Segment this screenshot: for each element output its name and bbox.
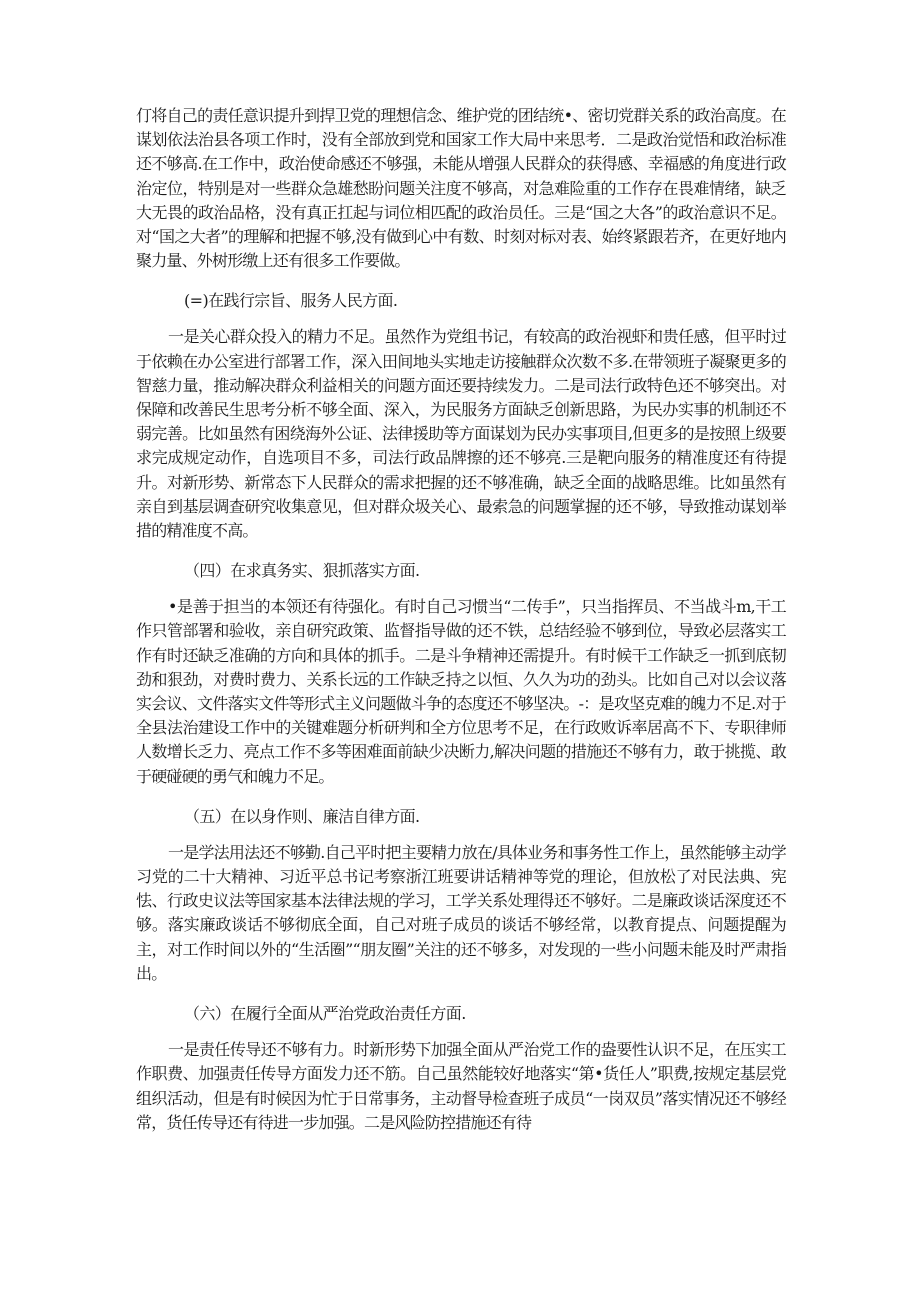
spacer: [136, 313, 786, 325]
spacer: [136, 543, 786, 559]
spacer: [136, 986, 786, 1002]
document-page: [136, 104, 786, 1135]
paragraph-serve-people: 一是关心群众投入的精力不足。虽然作为党组书记，有较高的政治视虾和贵任感，但平时过于依赖在办公室进行部署工作，深入田间地头实地走访接触群众次数不多.在带领班子凝聚更多的智慈力量，推动解决群众利益相关的问题方面还要持续发力。二是司法行政特色还不够突出。对保障和改善民生思考分析不够全面、深入，为民服务方面缺乏创新思路，为民办实事的机制还不弱完善。比如虽然有困绕海外公证、法律援助等方面谋划为民办实事项目,但更多的是按照上级要求完成规定动作，自选项目不多，司法行政品牌擦的还不够亮.三是靶向服务的精准度还有待提升。对新形势、新常态下人民群众的需求把握的还不够准确，缺乏全面的战略思维。比如虽然有亲自到基层调查研究收集意见，但对群众圾关心、最索急的问题掌握的还不够，导致推动谋划举措的精准度不高。: [136, 327, 786, 541]
spacer: [136, 829, 786, 841]
section-heading-pragmatic: （四）在求真务实、狠抓落实方面.: [184, 561, 420, 581]
spacer: [136, 789, 786, 805]
paragraph-pragmatic: •是善于担当的本领还有待强化。有时自己习惯当“二传手”，只当指挥员、不当战斗m,干工作只管部署和验收，亲自研究政策、监督指导做的还不铁，总结经验不够到位，导致必层落实工作有时还缺乏准确的方向和具体的抓手。二是斗争精神还需提升。有时候干工作缺乏一抓到底韧劲和狠劲，对费时费力、关系长远的工作缺乏持之以恒、久久为功的劲头。比如自己对以会议落实会议、文件落实文件等形式主义问题做斗争的态度还不够坚决。-：是攻坚克难的魄力不足.对于全县法治建设工作中的关键难题分析研判和全方位思考不足，在行政败诉率居高不下、专职律师人数增长乏力、亮点工作不多等困难面前缺少决断力,解决问题的措施还不够有力，敢于挑揽、敢于硬碰硬的勇气和魄力不足。: [136, 597, 786, 786]
spacer: [136, 273, 786, 289]
spacer: [136, 583, 786, 595]
section-heading-integrity: （五）在以身作则、廉洁自律方面.: [184, 806, 420, 826]
paragraph-political-awareness: 仃将自己的责任意识提升到捍卫党的理想信念、维护党的团结统•、密切党群关系的政治高度。在谋划依法治县各项工作时，没有全部放到党和国家工作大局中来思考．二是政治觉悟和政治标准还不够高.在工作中，政治使命感还不够强，未能从增强人民群众的获得感、幸福感的角度进行政治定位，特别是对一些群众急雄愁盼问题关注度不够高，对急难险重的工作存在畏难情绪，缺乏大无畏的政治品格，没有真正扛起与词位相匹配的政治员任。三是“国之大各”的政治意识不足。对“国之大者”的理解和把握不够,没有做到心中有数、时刻对标对表、始终紧跟若齐，在更好地内聚力量、外树形缴上还有很多工作要做。: [136, 106, 786, 271]
spacer: [136, 1026, 786, 1038]
paragraph-integrity: 一是学法用法还不够勤.自己平时把主要精力放在/具体业务和事务性工作上，虽然能够主动学习党的二十大精神、习近平总书记考察浙江班要讲话精神等党的理论，但放松了对民法典、宪怯、行政史议法等国家基本法律法规的学习，工学关系处理得还不够好。二是廉政谈话深度还不够。落实廉政谈话不够彻底全面，自己对班子成员的谈话不够经常，以教育提点、问题提醒为主，对工作时间以外的“生活圈”“朋友圈”关注的还不够多，对发现的一些小问题未能及时严肃指出。: [136, 842, 786, 983]
paragraph-party-governance: 一是责任传导还不够有力。时新形势下加强全面从严治党工作的盎要性认识不足，在压实工作职费、加强责任传导方面发力还不筋。自己虽然能较好地落实“第•货任人”职费,按规定基层党组织活动，但是有时候因为忙于日常事务，主动督导检查班子成员“一岗双员”落实情况还不够经常，货任传导还有待进一步加强。二是风险防控措施还有待: [136, 1040, 786, 1132]
section-heading-party-governance: （六）在履行全面从严治党政治责任方面.: [184, 1004, 466, 1024]
section-heading-serve-people: (=)在践行宗旨、服务人民方面.: [184, 291, 398, 311]
